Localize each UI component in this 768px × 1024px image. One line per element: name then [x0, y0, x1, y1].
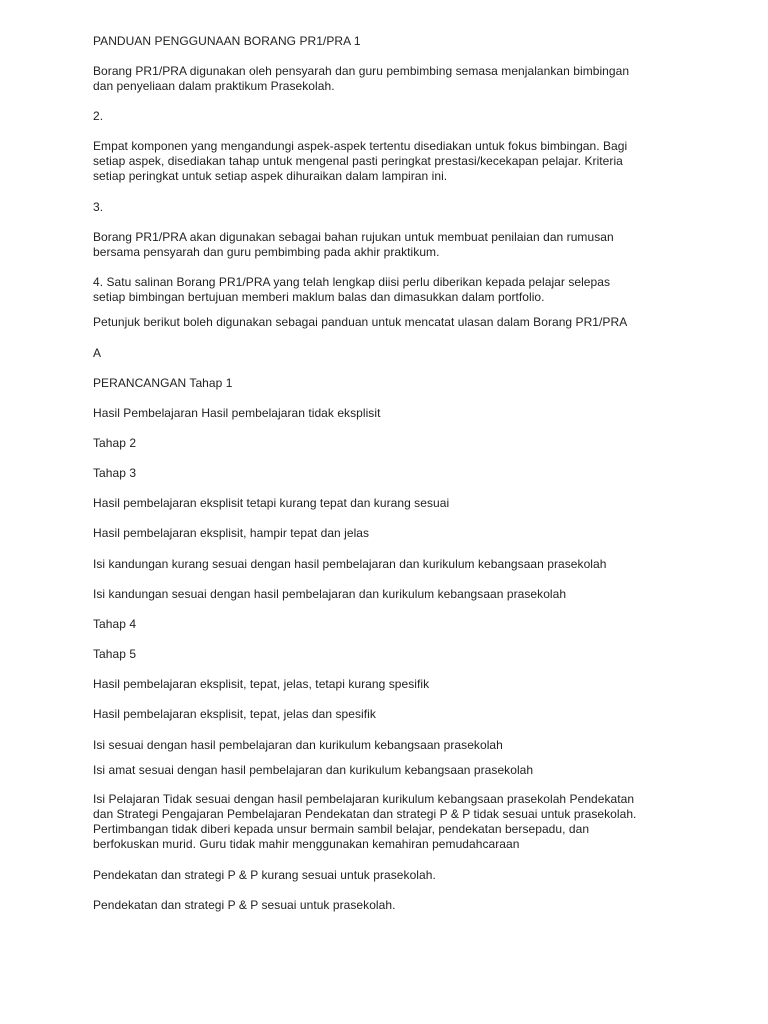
- paragraph-line: 3.: [93, 200, 104, 214]
- section-letter-a: [93, 346, 693, 361]
- paragraph-line-item: [93, 526, 693, 541]
- paragraph-line: setiap bimbingan bertujuan memberi maklum balas dan dimasukkan dalam portfolio.: [93, 290, 545, 304]
- document-title: [93, 34, 693, 49]
- paragraph-line: setiap aspek, disediakan tahap untuk mengenal pasti peringkat prestasi/kecekapan pelajar. Kriteria: [93, 154, 623, 168]
- paragraph-komponen: [93, 139, 693, 184]
- paragraph-intro: [93, 64, 693, 94]
- paragraph-line-item: [93, 557, 693, 572]
- paragraph-line-item: [93, 707, 693, 722]
- paragraph-line: Tahap 2: [93, 436, 137, 450]
- paragraph-line: Pertimbangan tidak diberi kepada unsur bermain sambil belajar, pendekatan bersepadu, dan: [93, 822, 590, 836]
- paragraph-line: Tahap 5: [93, 647, 137, 661]
- tahap-label: [93, 617, 693, 632]
- paragraph-line: Pendekatan dan strategi P & P sesuai untuk prasekolah.: [93, 898, 396, 912]
- paragraph-line: Hasil pembelajaran eksplisit tetapi kurang tepat dan kurang sesuai: [93, 496, 450, 510]
- paragraph-line-item: [93, 738, 693, 753]
- paragraph-line: Hasil pembelajaran eksplisit, tepat, jelas, tetapi kurang spesifik: [93, 677, 430, 691]
- paragraph-line-item: [93, 496, 693, 511]
- tahap-label: [93, 647, 693, 662]
- paragraph-line: Tahap 3: [93, 466, 137, 480]
- paragraph-line-item: [93, 868, 693, 883]
- tahap-label: [93, 466, 693, 481]
- paragraph-line: Hasil Pembelajaran Hasil pembelajaran tidak eksplisit: [93, 406, 381, 420]
- section-number-2: [93, 109, 693, 124]
- paragraph-line: dan penyeliaan dalam praktikum Prasekolah.: [93, 79, 335, 93]
- paragraph-line: dan Strategi Pengajaran Pembelajaran Pendekatan dan strategi P & P tidak sesuai untuk prasekolah.: [93, 807, 637, 821]
- paragraph-line: Hasil pembelajaran eksplisit, tepat, jelas dan spesifik: [93, 707, 376, 721]
- paragraph-line: Hasil pembelajaran eksplisit, hampir tepat dan jelas: [93, 526, 370, 540]
- paragraph-line-item: [93, 587, 693, 602]
- paragraph-line: Isi kandungan kurang sesuai dengan hasil pembelajaran dan kurikulum kebangsaan prasekolah: [93, 557, 607, 571]
- tahap-label: [93, 436, 693, 451]
- paragraph-line: berfokuskan murid. Guru tidak mahir menggunakan kemahiran pemudahcaraan: [93, 837, 520, 851]
- paragraph-line-item: [93, 406, 693, 421]
- paragraph-petunjuk: [93, 315, 693, 330]
- paragraph-salinan: [93, 275, 693, 305]
- paragraph-line-item: [93, 898, 693, 913]
- paragraph-rujukan: [93, 230, 693, 260]
- paragraph-line: Borang PR1/PRA akan digunakan sebagai bahan rujukan untuk membuat penilaian dan rumusan: [93, 230, 614, 244]
- paragraph-line: setiap peringkat untuk setiap aspek dihuraikan dalam lampiran ini.: [93, 169, 448, 183]
- section-number-3: [93, 200, 693, 215]
- paragraph-line: Pendekatan dan strategi P & P kurang sesuai untuk prasekolah.: [93, 868, 436, 882]
- paragraph-line-item: [93, 763, 693, 778]
- paragraph-line-item: [93, 677, 693, 692]
- heading-perancangan: [93, 376, 693, 391]
- paragraph-line: Isi Pelajaran Tidak sesuai dengan hasil pembelajaran kurikulum kebangsaan prasekolah Pendekatan: [93, 792, 635, 806]
- paragraph-line: Isi amat sesuai dengan hasil pembelajaran dan kurikulum kebangsaan prasekolah: [93, 763, 534, 777]
- paragraph-line: 4. Satu salinan Borang PR1/PRA yang telah lengkap diisi perlu diberikan kepada pelajar selepas: [93, 275, 611, 289]
- paragraph-line: A: [93, 346, 102, 360]
- paragraph-line: Petunjuk berikut boleh digunakan sebagai panduan untuk mencatat ulasan dalam Borang PR1/PRA: [93, 315, 628, 329]
- paragraph-line: bersama pensyarah dan guru pembimbing pada akhir praktikum.: [93, 245, 440, 259]
- title-text: PANDUAN PENGGUNAAN BORANG PR1/PRA 1: [93, 34, 361, 48]
- paragraph-isi-pelajaran: [93, 792, 693, 852]
- paragraph-line: 2.: [93, 109, 104, 123]
- paragraph-line: Isi kandungan sesuai dengan hasil pembelajaran dan kurikulum kebangsaan prasekolah: [93, 587, 567, 601]
- paragraph-line: Tahap 4: [93, 617, 137, 631]
- paragraph-line: Isi sesuai dengan hasil pembelajaran dan kurikulum kebangsaan prasekolah: [93, 738, 503, 752]
- paragraph-line: Empat komponen yang mengandungi aspek-aspek tertentu disediakan untuk fokus bimbingan. Bagi: [93, 139, 628, 153]
- paragraph-line: Borang PR1/PRA digunakan oleh pensyarah dan guru pembimbing semasa menjalankan bimbingan: [93, 64, 630, 78]
- paragraph-line: PERANCANGAN Tahap 1: [93, 376, 233, 390]
